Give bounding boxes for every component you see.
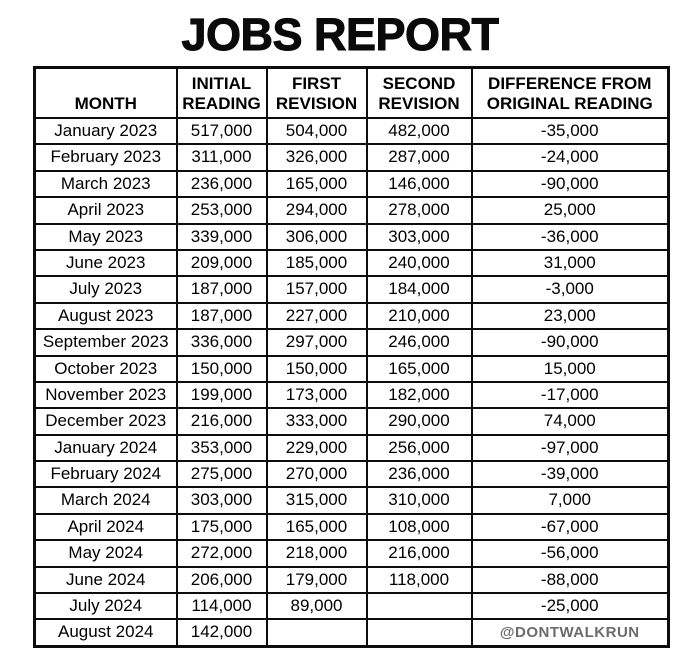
difference-cell: -24,000: [472, 144, 669, 170]
second-cell: 303,000: [367, 224, 472, 250]
month-cell: December 2023: [35, 408, 177, 434]
difference-cell: -39,000: [472, 461, 669, 487]
difference-cell: 23,000: [472, 303, 669, 329]
difference-cell: -97,000: [472, 435, 669, 461]
month-cell: May 2023: [35, 224, 177, 250]
second-cell: 216,000: [367, 540, 472, 566]
difference-cell: -88,000: [472, 567, 669, 593]
table-row: [35, 514, 669, 540]
table-body: [35, 118, 669, 646]
table-row: [35, 408, 669, 434]
table-row: [35, 593, 669, 619]
month-cell: January 2023: [35, 118, 177, 144]
difference-cell: -67,000: [472, 514, 669, 540]
month-cell: January 2024: [35, 435, 177, 461]
table-row: [35, 197, 669, 223]
table-row: [35, 619, 669, 646]
initial-cell: 209,000: [177, 250, 267, 276]
second-cell: 182,000: [367, 382, 472, 408]
difference-cell: -90,000: [472, 329, 669, 355]
first-cell: 150,000: [267, 356, 367, 382]
first-cell: 165,000: [267, 514, 367, 540]
month-cell: June 2023: [35, 250, 177, 276]
second-cell: 118,000: [367, 567, 472, 593]
table-row: [35, 567, 669, 593]
second-cell: 310,000: [367, 487, 472, 513]
table-row: [35, 144, 669, 170]
table-row: [35, 276, 669, 302]
second-cell: [367, 593, 472, 619]
month-cell: September 2023: [35, 329, 177, 355]
difference-cell: -17,000: [472, 382, 669, 408]
header-difference: DIFFERENCE FROM ORIGINAL READING: [472, 68, 669, 119]
month-cell: March 2024: [35, 487, 177, 513]
first-cell: 333,000: [267, 408, 367, 434]
first-cell: 306,000: [267, 224, 367, 250]
first-cell: 179,000: [267, 567, 367, 593]
initial-cell: 275,000: [177, 461, 267, 487]
second-cell: 246,000: [367, 329, 472, 355]
initial-cell: 199,000: [177, 382, 267, 408]
month-cell: June 2024: [35, 567, 177, 593]
difference-cell: 7,000: [472, 487, 669, 513]
first-cell: 89,000: [267, 593, 367, 619]
initial-cell: 187,000: [177, 276, 267, 302]
table-row: [35, 329, 669, 355]
initial-cell: 236,000: [177, 171, 267, 197]
table-row: [35, 435, 669, 461]
difference-cell: -35,000: [472, 118, 669, 144]
difference-cell: 15,000: [472, 356, 669, 382]
table-row: [35, 303, 669, 329]
month-cell: March 2023: [35, 171, 177, 197]
initial-cell: 303,000: [177, 487, 267, 513]
page-title: JOBS REPORT: [181, 9, 499, 60]
second-cell: [367, 619, 472, 646]
table-row: [35, 382, 669, 408]
initial-cell: 216,000: [177, 408, 267, 434]
table-row: [35, 171, 669, 197]
month-cell: February 2024: [35, 461, 177, 487]
table-row: [35, 540, 669, 566]
difference-cell: -25,000: [472, 593, 669, 619]
first-cell: 165,000: [267, 171, 367, 197]
difference-cell: 25,000: [472, 197, 669, 223]
initial-cell: 206,000: [177, 567, 267, 593]
difference-cell: 31,000: [472, 250, 669, 276]
second-cell: 184,000: [367, 276, 472, 302]
jobs-report-table: [33, 66, 670, 648]
difference-cell: -36,000: [472, 224, 669, 250]
initial-cell: 175,000: [177, 514, 267, 540]
first-cell: 315,000: [267, 487, 367, 513]
first-cell: 326,000: [267, 144, 367, 170]
initial-cell: 311,000: [177, 144, 267, 170]
header-row: [35, 68, 669, 119]
first-cell: 173,000: [267, 382, 367, 408]
month-cell: July 2024: [35, 593, 177, 619]
second-cell: 256,000: [367, 435, 472, 461]
initial-cell: 339,000: [177, 224, 267, 250]
header-second-revision: SECOND REVISION: [367, 68, 472, 119]
first-cell: 504,000: [267, 118, 367, 144]
initial-cell: 336,000: [177, 329, 267, 355]
difference-cell: -56,000: [472, 540, 669, 566]
second-cell: 210,000: [367, 303, 472, 329]
first-cell: 229,000: [267, 435, 367, 461]
initial-cell: 187,000: [177, 303, 267, 329]
initial-cell: 517,000: [177, 118, 267, 144]
initial-cell: 353,000: [177, 435, 267, 461]
second-cell: 165,000: [367, 356, 472, 382]
table-row: [35, 250, 669, 276]
header-initial-reading: INITIAL READING: [177, 68, 267, 119]
table-row: [35, 461, 669, 487]
month-cell: August 2023: [35, 303, 177, 329]
initial-cell: 253,000: [177, 197, 267, 223]
second-cell: 236,000: [367, 461, 472, 487]
first-cell: 185,000: [267, 250, 367, 276]
second-cell: 146,000: [367, 171, 472, 197]
difference-cell: -90,000: [472, 171, 669, 197]
month-cell: May 2024: [35, 540, 177, 566]
table-row: [35, 356, 669, 382]
initial-cell: 150,000: [177, 356, 267, 382]
table-header: [35, 68, 669, 119]
table-row: [35, 118, 669, 144]
second-cell: 108,000: [367, 514, 472, 540]
month-cell: April 2023: [35, 197, 177, 223]
table-row: [35, 487, 669, 513]
header-month: MONTH: [35, 68, 177, 119]
initial-cell: 142,000: [177, 619, 267, 646]
month-cell: February 2023: [35, 144, 177, 170]
first-cell: 218,000: [267, 540, 367, 566]
table-row: [35, 224, 669, 250]
initial-cell: 272,000: [177, 540, 267, 566]
second-cell: 287,000: [367, 144, 472, 170]
second-cell: 290,000: [367, 408, 472, 434]
month-cell: August 2024: [35, 619, 177, 646]
second-cell: 240,000: [367, 250, 472, 276]
second-cell: 278,000: [367, 197, 472, 223]
first-cell: 157,000: [267, 276, 367, 302]
initial-cell: 114,000: [177, 593, 267, 619]
month-cell: November 2023: [35, 382, 177, 408]
first-cell: 294,000: [267, 197, 367, 223]
difference-cell: -3,000: [472, 276, 669, 302]
second-cell: 482,000: [367, 118, 472, 144]
first-cell: 270,000: [267, 461, 367, 487]
header-first-revision: FIRST REVISION: [267, 68, 367, 119]
first-cell: 227,000: [267, 303, 367, 329]
watermark-credit: @DONTWALKRUN: [472, 619, 669, 646]
month-cell: July 2023: [35, 276, 177, 302]
first-cell: [267, 619, 367, 646]
first-cell: 297,000: [267, 329, 367, 355]
month-cell: April 2024: [35, 514, 177, 540]
month-cell: October 2023: [35, 356, 177, 382]
difference-cell: 74,000: [472, 408, 669, 434]
